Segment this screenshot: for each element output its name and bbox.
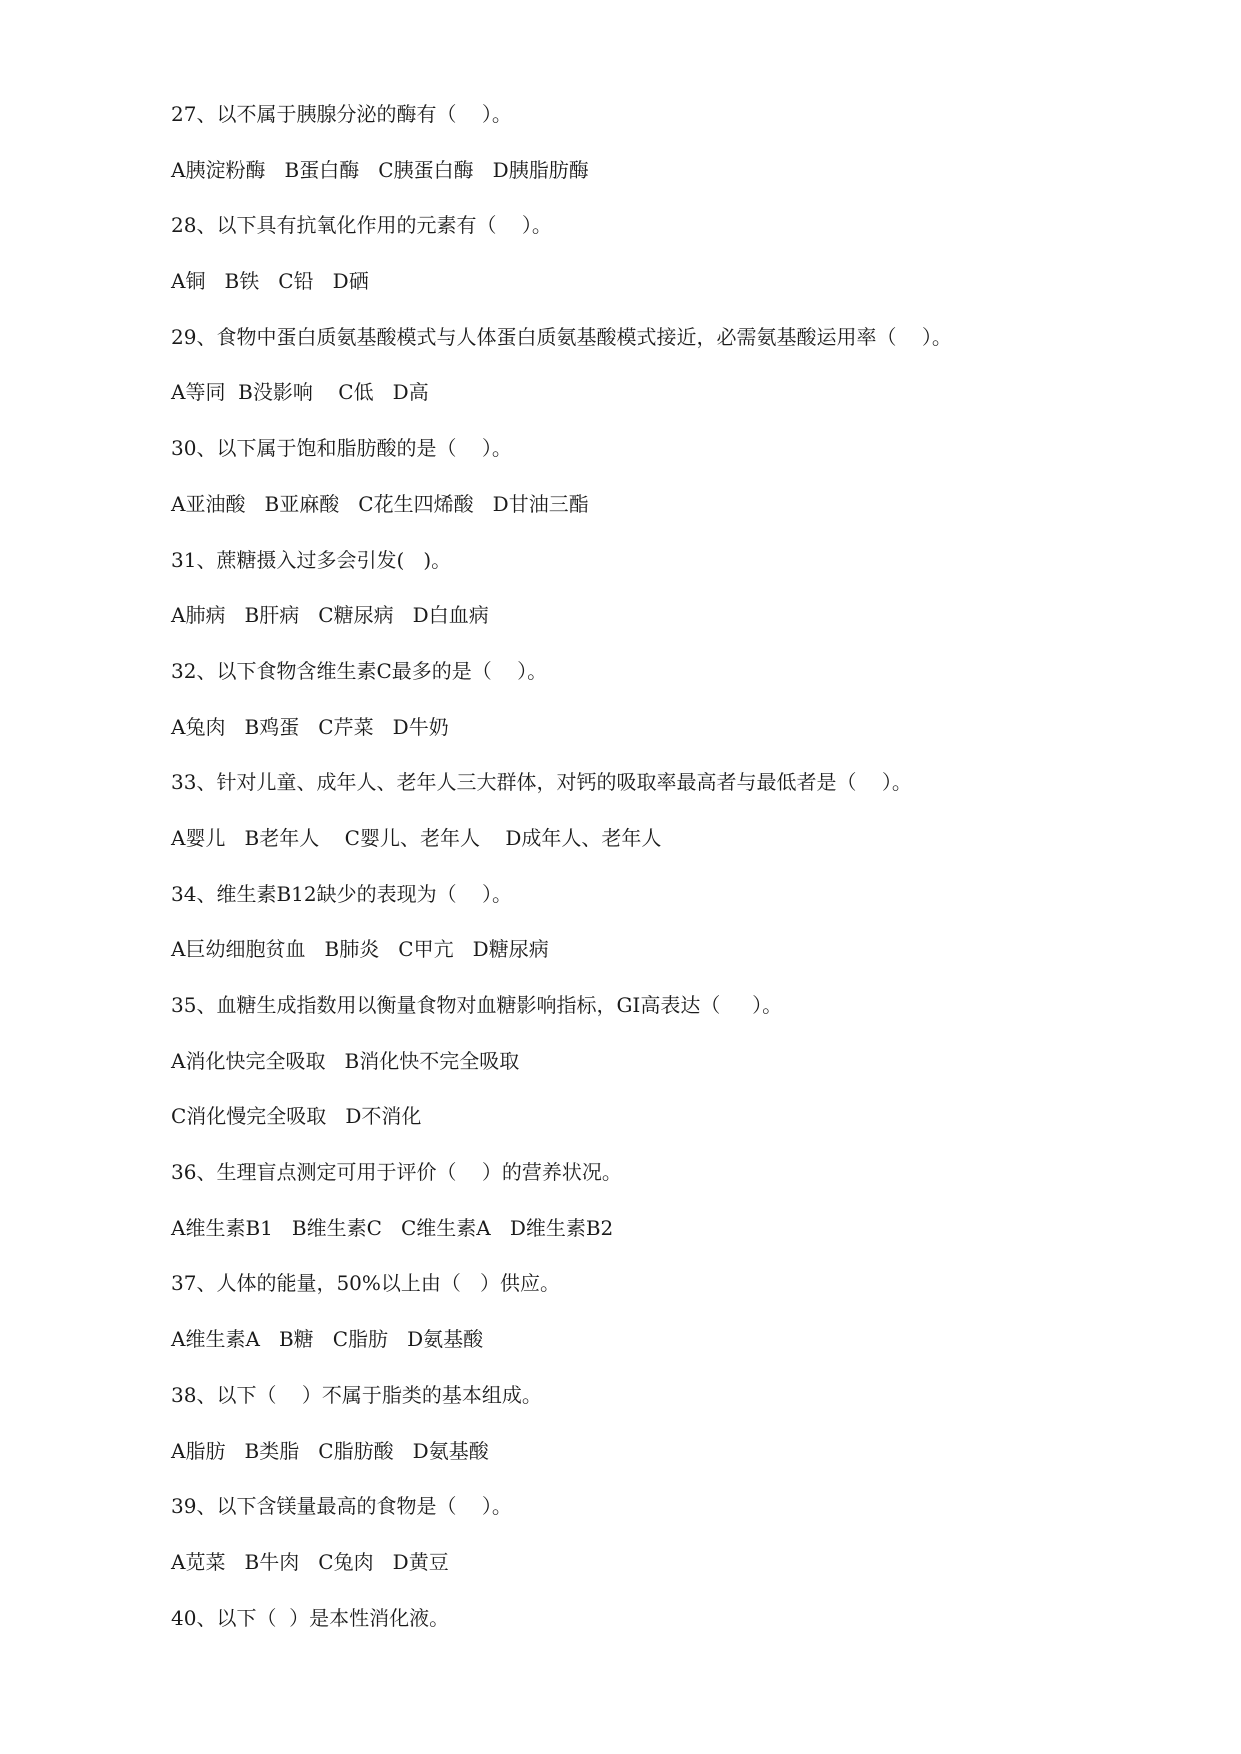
question-39: 39、以下含镁量最高的食物是（ ）。 [171, 1494, 512, 1519]
question-33: 33、针对儿童、成年人、老年人三大群体，对钙的吸取率最高者与最低者是（ ）。 [171, 770, 912, 795]
question-37: 37、人体的能量，50%以上由（ ）供应。 [171, 1271, 560, 1296]
question-27: 27、以不属于胰腺分泌的酶有（ ）。 [171, 102, 512, 126]
question-38: 38、以下（ ）不属于脂类的基本组成。 [171, 1382, 542, 1407]
options-35-a-b: A消化快完全吸取 B消化快不完全吸取 [171, 1048, 520, 1073]
question-31: 31、蔗糖摄入过多会引发( )。 [171, 547, 452, 572]
options-29: A等同 B没影响 C低 D高 [171, 380, 429, 405]
question-36: 36、生理盲点测定可用于评价（ ）的营养状况。 [171, 1160, 622, 1185]
question-list [171, 94, 1171, 1653]
question-28: 28、以下具有抗氧化作用的元素有（ ）。 [171, 213, 552, 238]
options-35-c-d: C消化慢完全吸取 D不消化 [171, 1104, 422, 1129]
options-39: A苋菜 B牛肉 C兔肉 D黄豆 [171, 1549, 449, 1574]
question-34: 34、维生素B12缺少的表现为（ ）。 [171, 881, 513, 906]
options-33: A婴儿 B老年人 C婴儿、老年人 D成年人、老年人 [171, 825, 662, 850]
options-37: A维生素A B糖 C脂肪 D氨基酸 [171, 1327, 484, 1352]
question-32: 32、以下食物含维生素C最多的是（ ）。 [171, 658, 548, 683]
options-27: A胰淀粉酶 B蛋白酶 C胰蛋白酶 D胰脂肪酶 [171, 157, 589, 182]
options-34: A巨幼细胞贫血 B肺炎 C甲亢 D糖尿病 [171, 937, 549, 962]
options-32: A兔肉 B鸡蛋 C芹菜 D牛奶 [171, 714, 449, 739]
options-30: A亚油酸 B亚麻酸 C花生四烯酸 D甘油三酯 [171, 491, 589, 516]
question-30: 30、以下属于饱和脂肪酸的是（ ）。 [171, 436, 512, 461]
question-40: 40、以下（ ）是本性消化液。 [171, 1605, 450, 1630]
question-29: 29、食物中蛋白质氨基酸模式与人体蛋白质氨基酸模式接近，必需氨基酸运用率（ ）。 [171, 324, 952, 349]
options-38: A脂肪 B类脂 C脂肪酸 D氨基酸 [171, 1438, 489, 1463]
question-35: 35、血糖生成指数用以衡量食物对血糖影响指标，GI高表达（ ）。 [171, 993, 783, 1017]
options-31: A肺病 B肝病 C糖尿病 D白血病 [171, 603, 489, 628]
options-28: A铜 B铁 C铅 D硒 [171, 269, 369, 294]
options-36: A维生素B1 B维生素C C维生素A D维生素B2 [171, 1215, 614, 1240]
